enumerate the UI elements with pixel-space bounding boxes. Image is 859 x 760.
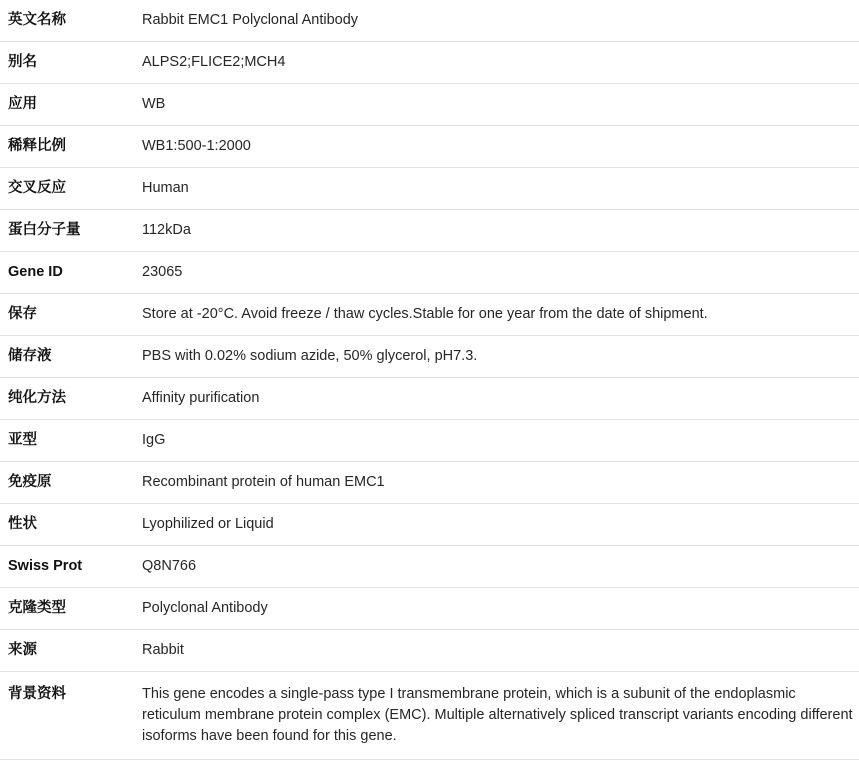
spec-value: WB [142, 96, 166, 113]
spec-label: 性状 [8, 516, 37, 533]
table-row [0, 546, 859, 588]
table-row [0, 420, 859, 462]
spec-value: Recombinant protein of human EMC1 [142, 474, 385, 491]
spec-label: 纯化方法 [8, 390, 66, 407]
spec-value: Lyophilized or Liquid [142, 516, 274, 533]
spec-label: Swiss Prot [8, 558, 83, 575]
spec-label: 亚型 [8, 432, 37, 449]
table-row [0, 210, 859, 252]
table-row [0, 294, 859, 336]
spec-label: 背景资料 [8, 686, 66, 703]
spec-value: PBS with 0.02% sodium azide, 50% glycerol, pH7.3. [142, 348, 478, 365]
spec-label: 英文名称 [8, 12, 66, 28]
spec-label: Gene ID [8, 264, 63, 281]
table-row [0, 462, 859, 504]
spec-value: WB1:500-1:2000 [142, 138, 251, 155]
table-row [0, 630, 859, 672]
spec-value: Polyclonal Antibody [142, 600, 268, 617]
table-row [0, 252, 859, 294]
spec-value: This gene encodes a single-pass type I transmembrane protein, which is a subunit of the endoplasmic reticulum membrane protein complex (EMC). Multiple alternatively spliced transcript variants encoding different isoforms have been found for this gene. [142, 686, 853, 745]
spec-value: Rabbit EMC1 Polyclonal Antibody [142, 12, 359, 28]
spec-value: Store at -20°C. Avoid freeze / thaw cycles.Stable for one year from the date of shipment. [142, 306, 708, 323]
table-row [0, 672, 859, 760]
spec-value: Rabbit [142, 642, 184, 659]
spec-value: Q8N766 [142, 558, 197, 575]
table-row [0, 168, 859, 210]
spec-label: 应用 [8, 96, 37, 113]
table-row [0, 42, 859, 84]
table-row [0, 126, 859, 168]
table-row [0, 504, 859, 546]
spec-label: 稀释比例 [8, 138, 66, 155]
spec-value: IgG [142, 432, 166, 449]
table-row [0, 588, 859, 630]
spec-value: ALPS2;FLICE2;MCH4 [142, 54, 286, 71]
spec-label: 保存 [8, 306, 37, 323]
table-row [0, 84, 859, 126]
spec-label: 免疫原 [8, 474, 52, 491]
spec-label: 储存液 [8, 348, 52, 365]
spec-label: 蛋白分子量 [8, 222, 81, 239]
spec-label: 来源 [8, 642, 37, 659]
table-row [0, 336, 859, 378]
table-row [0, 378, 859, 420]
spec-value: 112kDa [142, 222, 191, 239]
spec-value: 23065 [142, 264, 183, 281]
table-row [0, 0, 859, 42]
spec-label: 交叉反应 [8, 180, 66, 197]
spec-value: Human [142, 180, 189, 197]
spec-value: Affinity purification [142, 390, 260, 407]
spec-label: 克隆类型 [8, 600, 66, 617]
spec-label: 别名 [8, 54, 37, 71]
